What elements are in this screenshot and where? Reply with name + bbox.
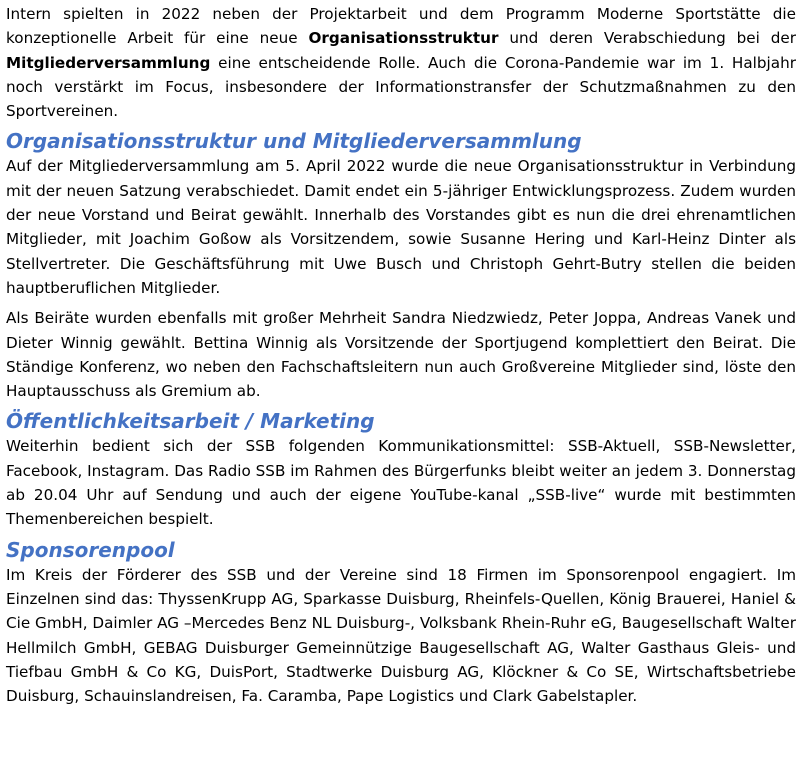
intro-text-2: und deren Verabschiedung bei der [498, 29, 796, 48]
intro-bold-mitgliederversammlung: Mitgliederversammlung [6, 53, 211, 72]
intro-bold-organisationsstruktur: Organisationsstruktur [308, 29, 499, 48]
intro-paragraph [6, 2, 796, 123]
intro-text-1: Intern spielten in 2022 neben der Projektarbeit und dem Programm Moderne Sportstätte die konzeptionelle Arbeit für eine neue [6, 5, 796, 48]
section-paragraph: Weiterhin bedient sich der SSB folgenden Kommunikationsmittel: SSB-Aktuell, SSB-Newsletter, Facebook, Instagram. Das Radio SSB im Rahmen des Bürgerfunks bleibt weiter an jedem 3. Donnerstag ab 20.04 Uhr auf Sendung und auch der eigene YouTube-kanal „SSB-live“ wurde mit bestimmten Themenbereichen bespielt. [6, 437, 796, 529]
intro-text-3: eine entscheidende Rolle. Auch die Corona-Pandemie war im 1. Halbjahr noch verstärkt im Focus, insbesondere der Informationstransfer der Schutzmaßnahmen zu den Sportvereinen. [6, 53, 796, 121]
section-heading-sponsorenpool: Sponsorenpool [6, 537, 175, 562]
section-paragraph: Auf der Mitgliederversammlung am 5. April 2022 wurde die neue Organisationsstruktur in Verbindung mit der neuen Satzung verabschiedet. Damit endet ein 5-jähriger Entwicklungsprozess. Zudem wurden der neue Vorstand und Beirat gewählt. Innerhalb des Vorstandes gibt es nun die drei ehrenamtlichen Mitglieder, mit Joachim Goßow als Vorsitzendem, sowie Susanne Hering und Karl-Heinz Dinter als Stellvertreter. Die Geschäftsführung mit Uwe Busch und Christoph Gehrt-Butry stellen die beiden hauptberuflichen Mitglieder. [6, 157, 796, 297]
section-heading-oeffentlichkeitsarbeit: Öffentlichkeitsarbeit / Marketing [6, 409, 375, 434]
section-paragraph: Im Kreis der Förderer des SSB und der Vereine sind 18 Firmen im Sponsorenpool engagiert. Im Einzelnen sind das: ThyssenKrupp AG, Sparkasse Duisburg, Rheinfels-Quellen, König Brauerei, Haniel & Cie GmbH, Daimler AG –Mercedes Benz NL Duisburg-, Volksbank Rhein-Ruhr eG, Baugesellschaft Walter Hellmilch GmbH, GEBAG Duisburger Gemeinnützige Baugesellschaft AG, Walter Gasthaus Gleis- und Tiefbau GmbH & Co KG, DuisPort, Stadtwerke Duisburg AG, Klöckner & Co SE, Wirtschaftsbetriebe Duisburg, Schauinslandreisen, Fa. Caramba, Pape Logistics und Clark Gabelstapler. [6, 565, 796, 706]
section-paragraph: Als Beiräte wurden ebenfalls mit großer Mehrheit Sandra Niedzwiedz, Peter Joppa, Andreas Vanek und Dieter Winnig gewählt. Bettina Winnig als Vorsitzende der Sportjugend komplettiert den Beirat. Die Ständige Konferenz, wo neben den Fachschaftsleitern nun auch Großvereine Mitglieder sind, löste den Hauptausschuss als Gremium ab. [6, 309, 796, 401]
section-heading-organisationsstruktur: Organisationsstruktur und Mitgliederversammlung [6, 129, 582, 154]
